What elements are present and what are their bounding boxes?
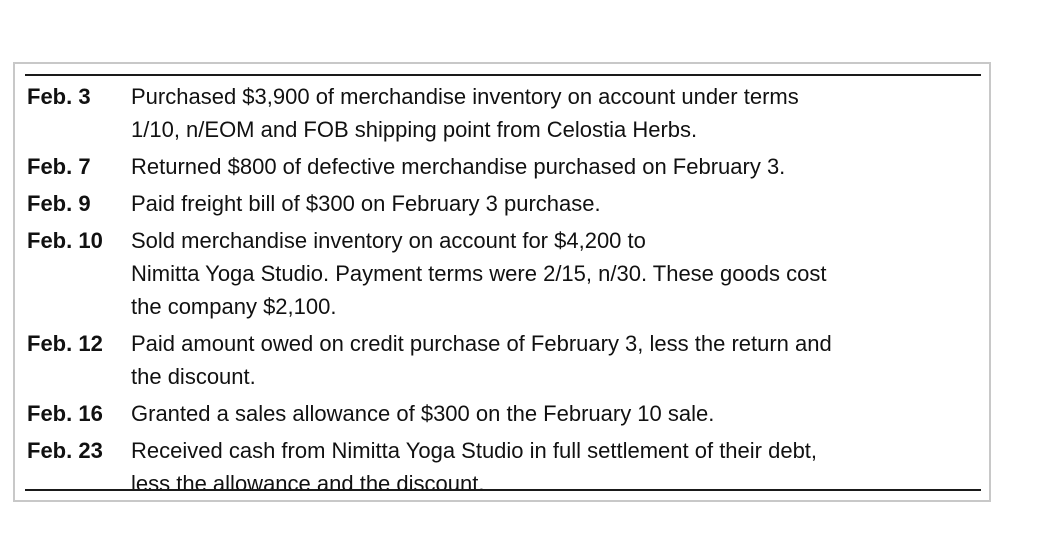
transaction-description: Received cash from Nimitta Yoga Studio in full settlement of their debt, less the allowance and the discount.	[131, 438, 818, 496]
transaction-row	[27, 224, 977, 323]
transaction-row	[27, 327, 977, 393]
transaction-date: Feb. 7	[27, 154, 91, 179]
top-rule	[25, 74, 981, 76]
transaction-row	[27, 187, 977, 220]
transaction-date: Feb. 12	[27, 331, 103, 356]
transaction-description: Purchased $3,900 of merchandise inventory on account under terms 1/10, n/EOM and FOB shipping point from Celostia Herbs.	[131, 84, 799, 142]
transaction-date: Feb. 10	[27, 228, 103, 253]
transaction-date: Feb. 3	[27, 84, 91, 109]
transaction-row	[27, 80, 977, 146]
transaction-description: Sold merchandise inventory on account for $4,200 to Nimitta Yoga Studio. Payment terms were 2/15, n/30. These goods cost the company $2,100.	[131, 228, 827, 319]
transaction-description: Granted a sales allowance of $300 on the February 10 sale.	[131, 401, 715, 426]
transactions-table	[27, 80, 977, 504]
transaction-description: Paid amount owed on credit purchase of February 3, less the return and the discount.	[131, 331, 832, 389]
transaction-description: Paid freight bill of $300 on February 3 purchase.	[131, 191, 601, 216]
transaction-description: Returned $800 of defective merchandise purchased on February 3.	[131, 154, 786, 179]
transaction-row	[27, 397, 977, 430]
transaction-date: Feb. 9	[27, 191, 91, 216]
bottom-rule	[25, 489, 981, 491]
transaction-date: Feb. 16	[27, 401, 103, 426]
transaction-date: Feb. 23	[27, 438, 103, 463]
transaction-row	[27, 150, 977, 183]
